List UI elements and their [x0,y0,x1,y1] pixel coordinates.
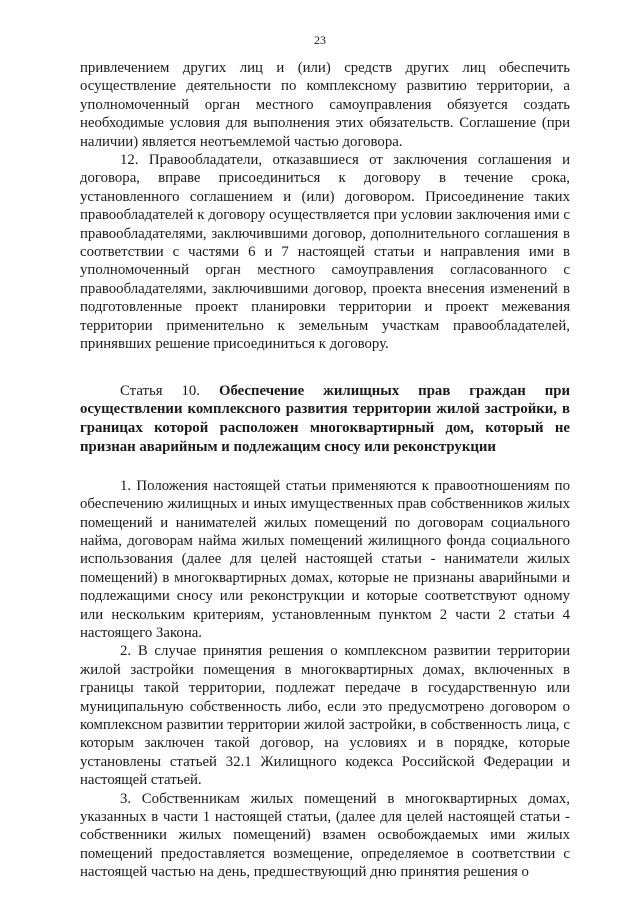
page-number: 23 [314,33,326,47]
article-heading [80,382,570,457]
paragraph-12: 12. Правообладатели, отказавшиеся от заключения соглашения и договора, вправе присоединиться к договору в течение срока, установленного соглашением и (или) договором. Присоединение таких правообладателей к договору осуществляется при условии заключения ими с правообладателями, заключившими договор, дополнительного соглашения в соответствии с частями 6 и 7 настоящей статьи и направления ими в уполномоченный орган местного самоуправления согласованного с правообладателями, заключившими договор, проекта внесения изменений в подготовленные проект планировки территории и проект межевания территории применительно к земельным участкам правообладателей, принявших решение присоединиться к договору. [80,152,570,353]
paragraph-3: 3. Собственникам жилых помещений в многоквартирных домах, указанных в части 1 настоящей статьи, (далее для целей настоящей статьи - собственники жилых помещений) взамен освобождаемых ими жилых помещений предоставляется возмещение, определяемое в соответствии с настоящей частью на день, предшествующий дню принятия решения о [80,790,570,881]
article-title: Обеспечение жилищных прав граждан при осуществлении комплексного развития территории жилой застройки, в границах которой расположен многоквартирный дом, который не признан аварийным и подлежащим сносу или реконструкции [80,382,570,455]
spacer [80,354,570,382]
paragraph-2: 2. В случае принятия решения о комплексном развитии территории жилой застройки помещения в многоквартирных домах, включенных в границы такой территории, подлежат передаче в государственную или муниципальную собственность либо, если это предусмотрено договором о комплексном развитии территории жилой застройки, в собственность лица, с которым заключен такой договор, на условиях и в порядке, которые установлены статьей 32.1 Жилищного кодекса Российской Федерации и настоящей статьей. [80,643,570,789]
article-label: Статья 10. [120,382,200,399]
document-body [80,59,570,882]
spacer [80,457,570,477]
paragraph-continuation: привлечением других лиц и (или) средств других лиц обеспечить осуществление деятельности по комплексному развитию территории, а уполномоченный орган местного самоуправления обязуется создать необходимые условия для выполнения этих обязательств. Соглашение (при наличии) является неотъемлемой частью договора. [80,60,570,150]
paragraph-1: 1. Положения настоящей статьи применяются к правоотношениям по обеспечению жилищных и иных имущественных прав собственников жилых помещений и нанимателей жилых помещений по договорам социального найма, договорам найма жилых помещений жилищного фонда социального использования (далее для целей настоящей статьи - наниматели жилых помещений) в многоквартирных домах, которые не признаны аварийными и подлежащими сносу или реконструкции и которые соответствуют одному или нескольким критериям, установленным пунктом 2 части 2 статьи 4 настоящего Закона. [80,477,570,641]
